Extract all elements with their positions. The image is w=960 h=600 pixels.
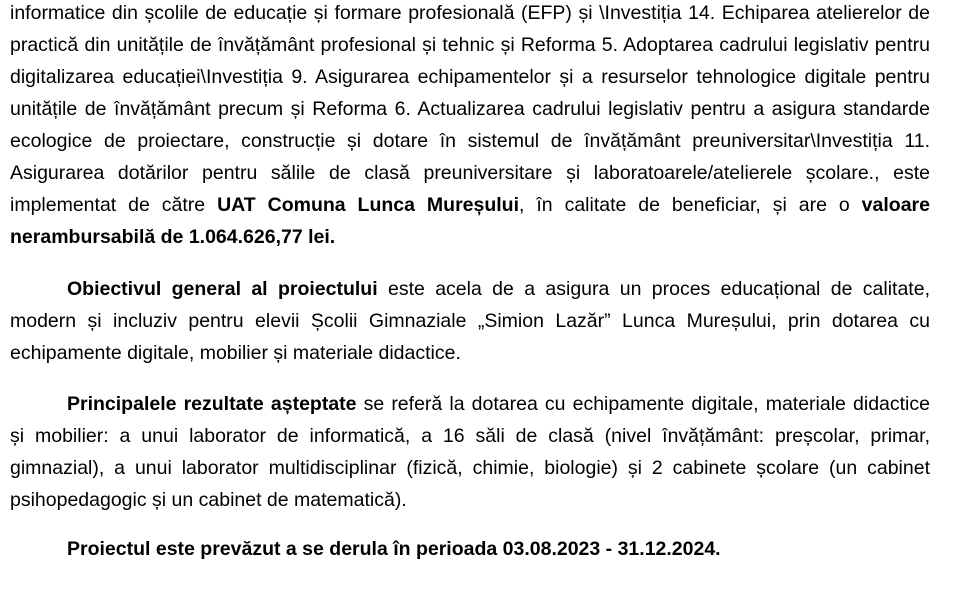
period-paragraph	[10, 533, 930, 565]
objective-paragraph	[10, 273, 930, 369]
results-text: se referă la dotarea cu echipamente digitale, materiale didactice și mobilier: a unui laborator de informatică, a 16 săli de clasă (nivel învățământ: preșcolar, primar, gimnazial), a unui laborator multidisciplinar (fizică, chimie, biologie) și 2 cabinete școlare (un cabinet psihopedagogic și un cabinet de matematică).	[10, 393, 930, 511]
grant-value: valoare nerambursabilă de 1.064.626,77 lei.	[10, 194, 930, 248]
results-paragraph	[10, 388, 930, 516]
period-text: Proiectul este prevăzut a se derula în perioada 03.08.2023 - 31.12.2024.	[67, 538, 721, 560]
intro-text-1: informatice din școlile de educație și formare profesională (EFP) și \Investiția 14. Echiparea atelierelor de practică din unitățile de învățământ profesional și tehnic și Reforma 5. Adoptarea cadrului legislativ pentru digitalizarea educației\Investiția 9. Asigurarea echipamentelor și a resurselor tehnologice digitale pentru unitățile de învățământ precum și Reforma 6. Actualizarea cadrului legislativ pentru a asigura standarde ecologice de proiectare, construcție și dotare în sistemul de învățământ preuniversitar\Investiția 11. Asigurarea dotărilor pentru sălile de clasă preuniversitare și laboratoarele/atelierele școlare., este implementat de către	[10, 2, 930, 216]
results-label: Principalele rezultate așteptate	[67, 393, 357, 415]
intro-paragraph	[10, 0, 930, 253]
intro-text-2: , în calitate de beneficiar, și are o	[519, 194, 862, 216]
objective-text: este acela de a asigura un proces educațional de calitate, modern și incluziv pentru elevii Școlii Gimnaziale „Simion Lazăr” Lunca Mureșului, prin dotarea cu echipamente digitale, mobilier și materiale didactice.	[10, 278, 930, 364]
objective-label: Obiectivul general al proiectului	[67, 278, 378, 300]
beneficiary-name: UAT Comuna Lunca Mureșului	[217, 194, 520, 216]
